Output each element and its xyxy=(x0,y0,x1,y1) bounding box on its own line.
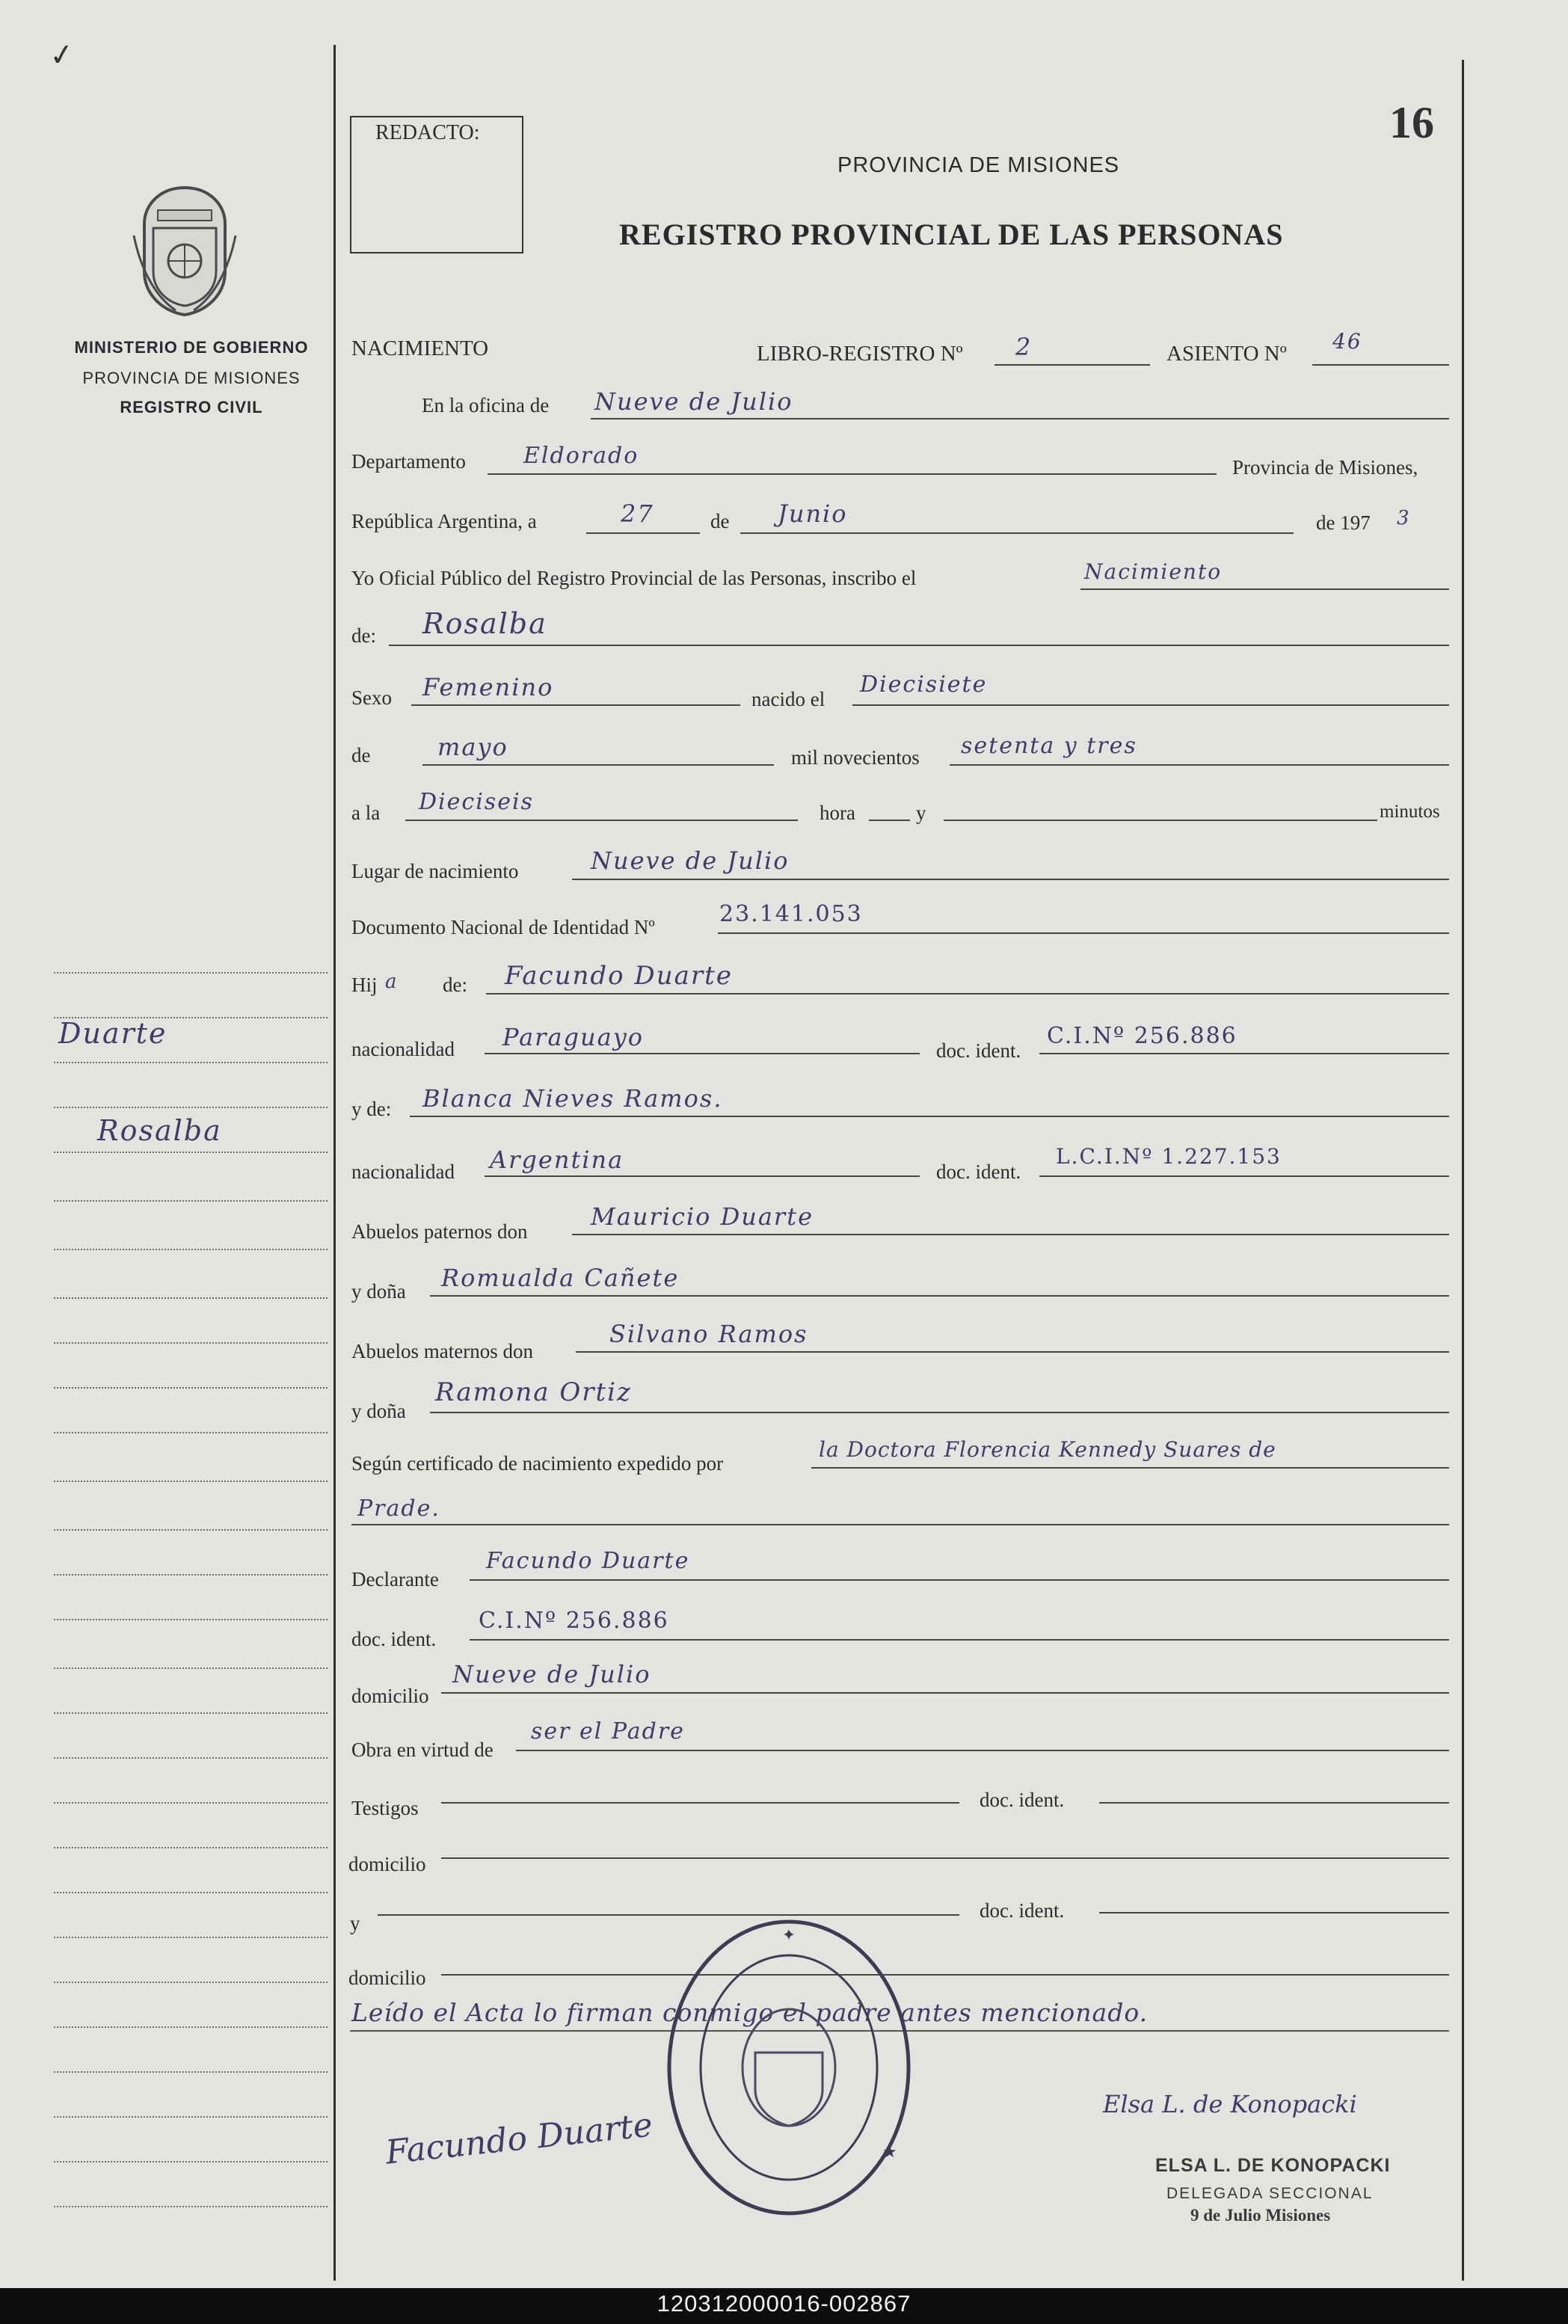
madre-docident-label: doc. ident. xyxy=(936,1161,1021,1183)
abuelo-pat-value[interactable]: Mauricio Duarte xyxy=(591,1202,814,1231)
padre-value[interactable]: Facundo Duarte xyxy=(505,961,733,991)
ala-label: a la xyxy=(351,802,381,824)
declarant-signature: Facundo Duarte xyxy=(384,2106,655,2172)
nac-mes-value[interactable]: mayo xyxy=(437,733,508,761)
official-signature: Elsa L. de Konopacki xyxy=(1103,2090,1357,2118)
official-seal-icon xyxy=(658,1910,920,2225)
hijo-label-a: Hij xyxy=(351,974,378,996)
header-province: PROVINCIA DE MISIONES xyxy=(837,153,1120,177)
republica-label: República Argentina, a xyxy=(351,510,537,532)
decl-docident-label: doc. ident. xyxy=(351,1628,437,1650)
testigo1-docident-label: doc. ident. xyxy=(980,1789,1065,1811)
domicilio-value[interactable]: Nueve de Julio xyxy=(452,1660,651,1688)
margin-name: Rosalba xyxy=(97,1114,222,1147)
footer-code: 120312000016-002867 xyxy=(657,2290,911,2317)
abuelo-mat-value[interactable]: Silvano Ramos xyxy=(609,1320,808,1348)
abuela-mat-label: y doña xyxy=(351,1400,406,1422)
decl-domicilio-label: domicilio xyxy=(351,1685,429,1707)
provincia-suffix: Provincia de Misiones, xyxy=(1232,456,1418,479)
sexo-value[interactable]: Femenino xyxy=(422,673,554,701)
padre-docident-label: doc. ident. xyxy=(936,1039,1021,1062)
nacido-label: nacido el xyxy=(751,688,825,710)
obra-value[interactable]: ser el Padre xyxy=(531,1718,685,1744)
padre-doc-value[interactable]: C.I.Nº 256.886 xyxy=(1047,1023,1238,1049)
madre-nac-value[interactable]: Argentina xyxy=(490,1146,624,1174)
decl-doc-value[interactable]: C.I.Nº 256.886 xyxy=(479,1608,669,1634)
declarante-label: Declarante xyxy=(351,1568,439,1590)
abuela-mat-value[interactable]: Ramona Ortiz xyxy=(435,1377,632,1407)
hijo-label-suffix[interactable]: a xyxy=(385,971,399,993)
declarante-value[interactable]: Facundo Duarte xyxy=(486,1548,690,1574)
sidebar-office: REGISTRO CIVIL xyxy=(120,398,263,416)
nacimiento-label: NACIMIENTO xyxy=(351,336,489,360)
abuela-pat-label: y doña xyxy=(351,1280,406,1303)
de-mes-label: de xyxy=(351,744,371,766)
stamp-place: 9 de Julio Misiones xyxy=(1190,2206,1331,2225)
yde-label: y de: xyxy=(351,1098,392,1120)
svg-text:★: ★ xyxy=(882,2142,897,2161)
oficina-value[interactable]: Nueve de Julio xyxy=(594,387,793,416)
madre-doc-value[interactable]: L.C.I.Nº 1.227.153 xyxy=(1056,1144,1282,1169)
lugar-value[interactable]: Nueve de Julio xyxy=(591,846,790,875)
header-registry: REGISTRO PROVINCIAL DE LAS PERSONAS xyxy=(619,218,1284,251)
folio-number: 16 xyxy=(1389,98,1434,147)
abuela-pat-value[interactable]: Romualda Cañete xyxy=(441,1264,680,1292)
testigo2-domicilio-label: domicilio xyxy=(348,1967,426,1989)
obra-label: Obra en virtud de xyxy=(351,1739,494,1761)
testigo2-y-label: y xyxy=(350,1912,360,1934)
check-mark: ✓ xyxy=(47,36,77,74)
inscribo-value[interactable]: Nacimiento xyxy=(1084,559,1223,584)
inscribo-text: Yo Oficial Público del Registro Provincial de las Personas, inscribo el xyxy=(351,567,917,589)
certificado-value-2[interactable]: Prade. xyxy=(357,1495,440,1522)
provincial-emblem-icon xyxy=(131,183,239,318)
sidebar-ministry: MINISTERIO DE GOBIERNO xyxy=(74,338,309,357)
sexo-label: Sexo xyxy=(351,686,392,709)
dia-value[interactable]: 27 xyxy=(621,499,654,528)
madre-nacionalidad-label: nacionalidad xyxy=(351,1161,455,1183)
hijo-label-b: de: xyxy=(443,974,467,996)
libro-label: LIBRO-REGISTRO Nº xyxy=(757,342,963,366)
certificado-value[interactable]: la Doctora Florencia Kennedy Suares de xyxy=(819,1437,1276,1462)
stamp-name: ELSA L. DE KONOPACKI xyxy=(1155,2155,1391,2176)
nombre-value[interactable]: Rosalba xyxy=(422,607,547,640)
mes-value[interactable]: Junio xyxy=(778,499,848,528)
abuelos-pat-label: Abuelos paternos don xyxy=(351,1220,528,1243)
departamento-value[interactable]: Eldorado xyxy=(523,443,639,469)
hora-value[interactable]: Dieciseis xyxy=(419,789,534,815)
hora-label: hora xyxy=(820,802,855,824)
svg-text:✦: ✦ xyxy=(781,1925,796,1944)
abuelos-mat-label: Abuelos maternos don xyxy=(351,1340,533,1362)
padre-nac-value[interactable]: Paraguayo xyxy=(502,1023,645,1051)
right-margin-rule xyxy=(1462,60,1464,2281)
testigos-label: Testigos xyxy=(351,1797,419,1819)
republica-de-label: de xyxy=(710,510,730,532)
dni-value[interactable]: 23.141.053 xyxy=(719,901,863,927)
mil-label: mil novecientos xyxy=(791,746,920,769)
libro-value[interactable]: 2 xyxy=(1015,333,1033,361)
minutos-label: minutos xyxy=(1380,802,1440,822)
redacto-label: REDACTO: xyxy=(375,121,480,144)
margin-surname: Duarte xyxy=(58,1017,167,1050)
oficina-label: En la oficina de xyxy=(422,394,550,416)
closing-statement[interactable]: Leído el Acta lo firman conmigo el padre antes mencionado. xyxy=(351,1998,1149,2027)
departamento-label: Departamento xyxy=(351,450,466,473)
de-colon-label: de: xyxy=(351,624,376,647)
stamp-role: DELEGADA SECCIONAL xyxy=(1166,2185,1374,2202)
testigo2-docident-label: doc. ident. xyxy=(980,1899,1065,1922)
dni-label: Documento Nacional de Identidad Nº xyxy=(351,916,655,938)
testigo1-domicilio-label: domicilio xyxy=(348,1853,426,1875)
madre-value[interactable]: Blanca Nieves Ramos. xyxy=(422,1084,723,1113)
year-digit[interactable]: 3 xyxy=(1397,507,1411,529)
year-prefix: de 197 xyxy=(1316,511,1371,534)
asiento-label: ASIENTO Nº xyxy=(1166,342,1287,366)
nacido-value[interactable]: Diecisiete xyxy=(860,671,988,698)
mil-value[interactable]: setenta y tres xyxy=(961,733,1137,759)
y-label-hora: y xyxy=(916,802,926,824)
lugar-label: Lugar de nacimiento xyxy=(351,860,519,882)
padre-nacionalidad-label: nacionalidad xyxy=(351,1038,455,1060)
asiento-value[interactable]: 46 xyxy=(1332,329,1362,354)
sidebar-province: PROVINCIA DE MISIONES xyxy=(82,369,301,387)
certificado-label: Según certificado de nacimiento expedido por xyxy=(351,1452,724,1475)
